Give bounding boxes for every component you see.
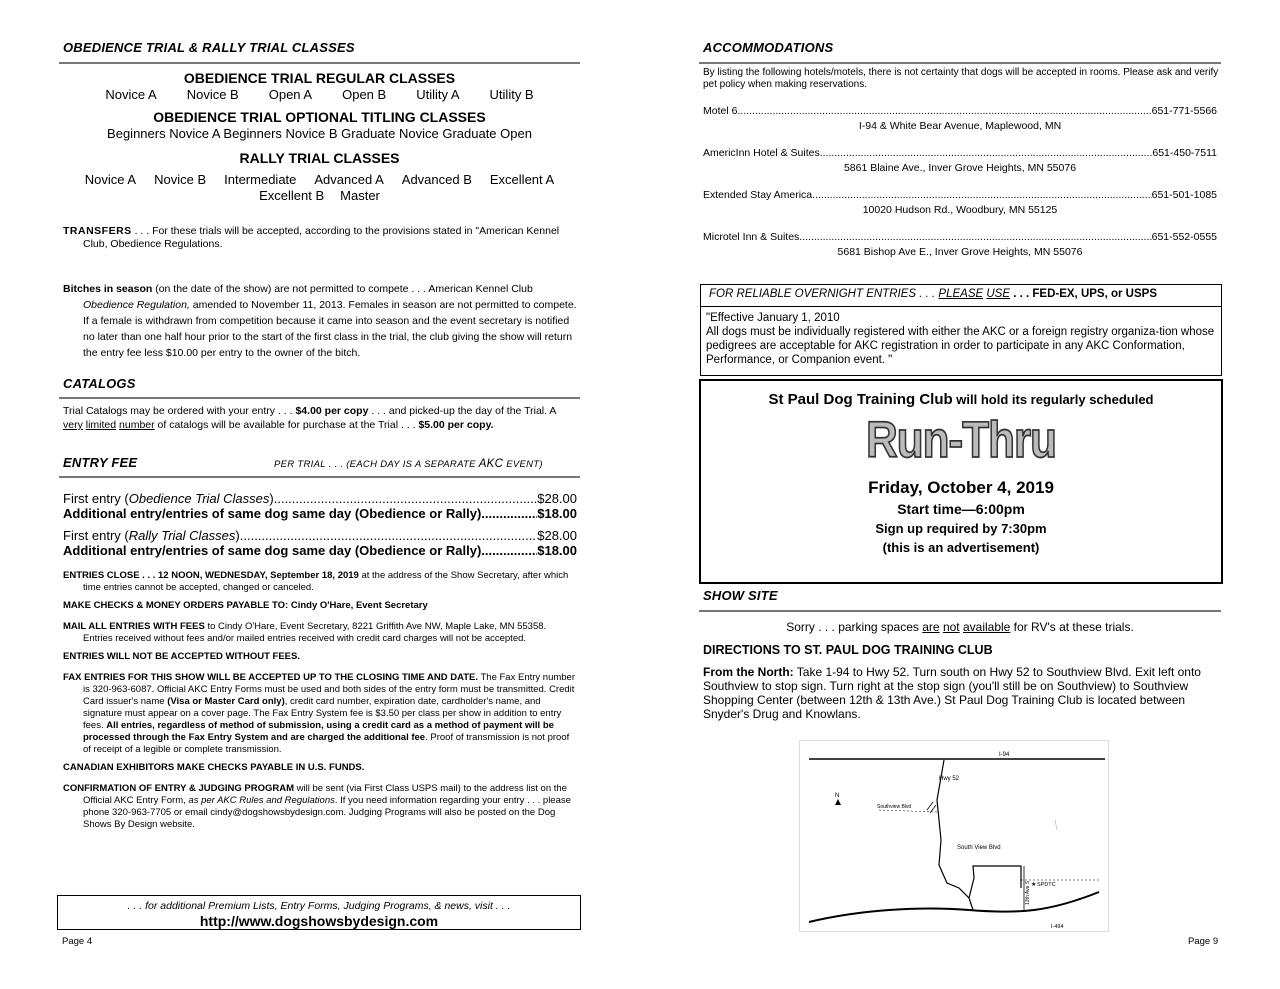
class-listing <box>59 70 580 204</box>
map-label-spdtc: SPDTC <box>1037 882 1056 888</box>
hotel-name: AmericInn Hotel & Suites <box>703 147 820 159</box>
rally-class-4: Advanced B <box>401 172 472 187</box>
directions-paragraph <box>703 665 1221 721</box>
catalogs-text-3: of catalogs will be available for purchase at the Trial . . . <box>154 419 419 431</box>
regular-class-1: Novice B <box>186 87 239 102</box>
section-rule <box>59 62 580 64</box>
catalogs-limited: limited <box>85 419 117 431</box>
entry-rules <box>63 570 577 831</box>
overnight-carriers: . . . FED-EX, UPS, or USPS <box>1010 288 1157 300</box>
rv-available: available <box>962 620 1011 634</box>
rv-are: are <box>922 620 940 634</box>
entry-fee-sub-2: EVENT) <box>503 459 543 470</box>
hotel-address: I-94 & White Bear Avenue, Maplewood, MN <box>858 120 1062 132</box>
hotel-phone: 651-552-0555 <box>1151 231 1217 243</box>
hotel-list <box>703 105 1217 273</box>
fax-text-3: . Proof of transmission is not proof of receipt of a legible or complete transmission. <box>83 732 570 755</box>
accommodations-intro: By listing the following hotels/motels, there is not certainty that dogs will be accepted in rooms. Please ask and verify pet policy when making reservations. <box>703 67 1219 90</box>
show-site-rule <box>699 610 1221 612</box>
directions-text: Take 1-94 to Hwy 52. Turn south on Hwy 52 to Southview Blvd. Exit left onto Southview to stop sign. Turn right at the stop sign (you'll still be on Southview) to Southview Shopping Center (between 12th & 13th Ave.) St Paul Dog Training Club is located between Snyder's Drug and Knowlans. <box>703 665 1201 721</box>
fee-class-type: Obedience Trial Classes <box>128 491 270 506</box>
rv-notice <box>700 620 1220 634</box>
map-frame <box>800 741 1109 932</box>
confirmation-bold: CONFIRMATION OF ENTRY & JUDGING PROGRAM <box>63 783 294 794</box>
regular-classes-list <box>59 87 580 103</box>
confirmation-text-1: will be sent (via First Class USPS mail) to the address list on the Official AKC Entry Form, <box>83 783 567 806</box>
map-label-southview-left: Southview Blvd <box>877 804 912 810</box>
entry-fees-list <box>63 491 577 558</box>
bitches-italic: Obedience Regulation, <box>83 299 190 311</box>
ad-club-name: St Paul Dog Training Club <box>768 391 953 408</box>
directions-title: DIRECTIONS TO ST. PAUL DOG TRAINING CLUB <box>703 643 993 657</box>
bitches-text-2: amended to November 11, 2013. Females in season are not permitted to compete. If a female is withdrawn from competition because it came into season and the event secretary is notified no later than one half hour prior to the start of the first class in the trial, the club giving the show will return the entry fee less $10.00 per entry to the owner of the bitch. <box>83 299 577 359</box>
rally-class-b-1: Master <box>340 188 380 203</box>
rally-class-b-0: Excellent B <box>259 188 325 203</box>
ad-note: (this is an advertisement) <box>882 540 1040 555</box>
hotel-row <box>703 105 1217 118</box>
catalogs-price-1: $4.00 per copy <box>295 405 369 417</box>
fax-bold-2: (Visa or Master Card only) <box>167 696 285 707</box>
rally-class-1: Novice B <box>154 172 207 187</box>
catalogs-text-2: . . . and picked-up the day of the Trial. A <box>368 405 556 417</box>
hotel-address: 5681 Bishop Ave E., Inver Grove Heights, MN 55076 <box>837 246 1083 258</box>
hotel-leader <box>812 189 1151 202</box>
transfers-label: TRANSFERS <box>63 225 132 237</box>
hotel-leader <box>820 147 1153 160</box>
bitches-text-1: (on the date of the show) are not permitted to compete . . . American Kennel Club <box>152 283 533 295</box>
entry-fee-sub-1: PER TRIAL . . . (EACH DAY IS A SEPARATE <box>274 459 479 470</box>
hotel-name: Motel 6 <box>703 105 738 117</box>
rv-text-1: Sorry . . . parking spaces <box>786 620 923 634</box>
fee-row <box>63 543 577 558</box>
regular-classes-title: OBEDIENCE TRIAL REGULAR CLASSES <box>183 70 456 86</box>
website-footer-box <box>57 895 581 930</box>
rally-classes-title: RALLY TRIAL CLASSES <box>239 150 400 166</box>
accommodations-title: ACCOMMODATIONS <box>703 40 834 55</box>
entry-fee-rule <box>59 476 580 478</box>
regular-class-4: Utility A <box>416 87 460 102</box>
rally-class-2: Intermediate <box>224 172 297 187</box>
ad-runthru-wrapper <box>701 412 1221 469</box>
hotel-entry <box>703 105 1217 133</box>
entry-fee-sub-akc: AKC <box>478 458 504 470</box>
fax-entries-bold: FAX ENTRIES FOR THIS SHOW WILL BE ACCEPTED UP TO THE CLOSING TIME AND DATE. <box>63 672 479 683</box>
overnight-text: FOR RELIABLE OVERNIGHT ENTRIES . . . <box>709 288 939 300</box>
fee-row <box>63 528 577 543</box>
effective-notice-box <box>700 284 1222 376</box>
effective-notice-text: "Effective January 1, 2010 All dogs must be individually registered with either the AKC or a foreign registry organiza-tion whose pedigrees are acceptable for AKC registration in order to participate in any AKC Conformation, Performance, or Companion event. " <box>706 312 1215 366</box>
transfers-paragraph <box>63 225 577 251</box>
ad-heading <box>701 391 1221 408</box>
hotel-entry <box>703 189 1217 217</box>
rally-classes-list-1 <box>59 172 580 188</box>
confirmation-text-2: . If you need information regarding your entry . . . please phone 320-963-7705 or email cindy@dogshowsbydesign.com. Judging Programs will also be posted on the Dog Shows By Design website. <box>83 795 571 830</box>
rally-class-3: Advanced A <box>314 172 384 187</box>
map-label-southview-blvd: South View Blvd <box>957 845 1001 851</box>
optional-classes-list: Beginners Novice A Beginners Novice B Graduate Novice Graduate Open <box>107 126 532 141</box>
rally-class-0: Novice A <box>84 172 137 187</box>
entries-close-bold: ENTRIES CLOSE . . . 12 NOON, WEDNESDAY, September 18, 2019 <box>63 570 359 581</box>
fee-amount: $18.00 <box>537 506 577 521</box>
hotel-leader <box>737 105 1151 118</box>
fax-text-2: , credit card number, expiration date, cardholder's name, and signature must appear on a cover page. The Fax Entry System fee is $3.50 per class per show in addition to entry fees. <box>83 696 562 731</box>
catalogs-price-2: $5.00 per copy. <box>418 419 494 431</box>
fee-row <box>63 491 577 506</box>
page-number-left: Page 4 <box>62 936 93 947</box>
ad-date: Friday, October 4, 2019 <box>868 478 1054 497</box>
hotel-leader <box>799 231 1151 244</box>
directions-from-north: From the North: <box>703 665 794 679</box>
map-label-hwy52: Hwy 52 <box>939 776 960 782</box>
hotel-row <box>703 147 1217 160</box>
regular-class-5: Utility B <box>489 87 534 102</box>
hotel-name: Microtel Inn & Suites <box>703 231 800 243</box>
hotel-row <box>703 189 1217 202</box>
transfers-text: . . . For these trials will be accepted, according to the provisions stated in "American Kennel Club, Obedience Regulations. <box>83 225 560 250</box>
hotel-entry <box>703 147 1217 175</box>
show-site-title: SHOW SITE <box>703 588 778 603</box>
hotel-phone: 651-450-7511 <box>1152 147 1217 159</box>
catalogs-title: CATALOGS <box>63 376 136 391</box>
website-url-link[interactable]: http://www.dogshowsbydesign.com <box>199 913 439 929</box>
catalogs-number: number <box>119 419 155 431</box>
fee-class-type: Rally Trial Classes <box>128 528 236 543</box>
map-label-i94: I-94 <box>999 752 1010 758</box>
entry-fee-subtitle <box>274 458 543 470</box>
hotel-phone: 651-771-5566 <box>1151 105 1217 117</box>
rally-class-5: Excellent A <box>489 172 555 187</box>
catalogs-very: very <box>63 419 83 431</box>
hotel-name: Extended Stay America <box>703 189 813 201</box>
entries-close-text: at the address of the Show Secretary, after which time entries cannot be accepted, changed or canceled. <box>83 570 569 593</box>
run-thru-advertisement <box>699 379 1223 584</box>
fee-label: Additional entry/entries of same dog same day (Obedience or Rally) <box>63 506 482 521</box>
accommodations-rule <box>699 62 1221 64</box>
fee-amount: $28.00 <box>537 491 577 506</box>
confirmation-italic: as per AKC Rules and Regulations <box>188 795 335 806</box>
overnight-please: PLEASE <box>938 288 984 300</box>
ad-start-time: Start time—6:00pm <box>897 501 1025 517</box>
rally-classes-list-2 <box>59 188 580 204</box>
rv-text-2: for RV's at these trials. <box>1010 620 1134 634</box>
fee-row <box>63 506 577 521</box>
fax-bold-3: All entries, regardless of method of submission, using a credit card as a method of payment will be processed through the Fax Entry System and are charged the additional fee <box>83 720 554 743</box>
fee-amount: $18.00 <box>537 543 577 558</box>
fee-label: First entry (Rally Trial Classes) <box>63 528 240 543</box>
hotel-address: 10020 Hudson Rd., Woodbury, MN 55125 <box>862 204 1058 216</box>
checks-payable: MAKE CHECKS & MONEY ORDERS PAYABLE TO: Cindy O'Hare, Event Secretary <box>63 600 428 611</box>
entry-fee-title: ENTRY FEE <box>63 455 138 470</box>
fee-label: Additional entry/entries of same dog same day (Obedience or Rally) <box>63 543 482 558</box>
fee-leader <box>274 491 538 506</box>
catalogs-paragraph <box>63 404 577 432</box>
bitches-paragraph <box>63 281 577 361</box>
map-label-i494: I-494 <box>1051 924 1064 930</box>
ad-signup: Sign up required by 7:30pm <box>875 521 1047 536</box>
map-label-13th-ave: 13th Ave S <box>1025 880 1031 905</box>
rv-not: not <box>942 620 960 634</box>
hotel-row <box>703 231 1217 244</box>
regular-class-0: Novice A <box>105 87 157 102</box>
bitches-label: Bitches in season <box>63 283 153 295</box>
fax-text-1: The Fax Entry number is 320-963-6087. Official AKC Entry Forms must be used and both sides of the entry form must be transmitted. Credit Card issuer's name <box>83 672 576 707</box>
mail-entries-bold: MAIL ALL ENTRIES WITH FEES <box>63 621 205 632</box>
regular-class-3: Open B <box>342 87 387 102</box>
hotel-phone: 651-501-1085 <box>1151 189 1217 201</box>
mail-entries-text: to Cindy O'Hare, Event Secretary, 8221 Griffith Ave NW, Maple Lake, MN 55358. Entries received without fees and/or mailed entries received with credit card charges will not be accepted. <box>83 621 547 644</box>
website-footer-note: . . . for additional Premium Lists, Entry Forms, Judging Programs, & news, visit . . . <box>127 900 511 912</box>
hotel-address: 5861 Blaine Ave., Inver Grove Heights, MN 55076 <box>843 162 1077 174</box>
not-accepted-notice: ENTRIES WILL NOT BE ACCEPTED WITHOUT FEES. <box>63 651 300 662</box>
ad-heading-text: will hold its regularly scheduled <box>952 392 1154 407</box>
obedience-rally-section-title: OBEDIENCE TRIAL & RALLY TRIAL CLASSES <box>63 40 355 55</box>
fee-leader <box>240 528 537 543</box>
page-number-right: Page 9 <box>1188 936 1219 947</box>
hotel-entry <box>703 231 1217 259</box>
overnight-use: USE <box>986 288 1011 300</box>
fee-leader <box>481 506 537 521</box>
directions-map <box>799 740 1109 932</box>
catalogs-text-1: Trial Catalogs may be ordered with your entry . . . <box>63 405 296 417</box>
overnight-entries-banner <box>701 285 1221 307</box>
map-label-north: N <box>835 793 840 799</box>
fee-leader <box>481 543 537 558</box>
regular-class-2: Open A <box>268 87 313 102</box>
catalogs-rule <box>59 397 580 399</box>
fee-amount: $28.00 <box>537 528 577 543</box>
fee-label: First entry (Obedience Trial Classes) <box>63 491 274 506</box>
map-star-icon: ★ <box>1031 882 1037 888</box>
ad-runthru-title: Run-Thru <box>866 412 1056 469</box>
optional-classes-title: OBEDIENCE TRIAL OPTIONAL TITLING CLASSES <box>153 109 486 125</box>
canadian-notice: CANADIAN EXHIBITORS MAKE CHECKS PAYABLE IN U.S. FUNDS. <box>63 762 365 773</box>
